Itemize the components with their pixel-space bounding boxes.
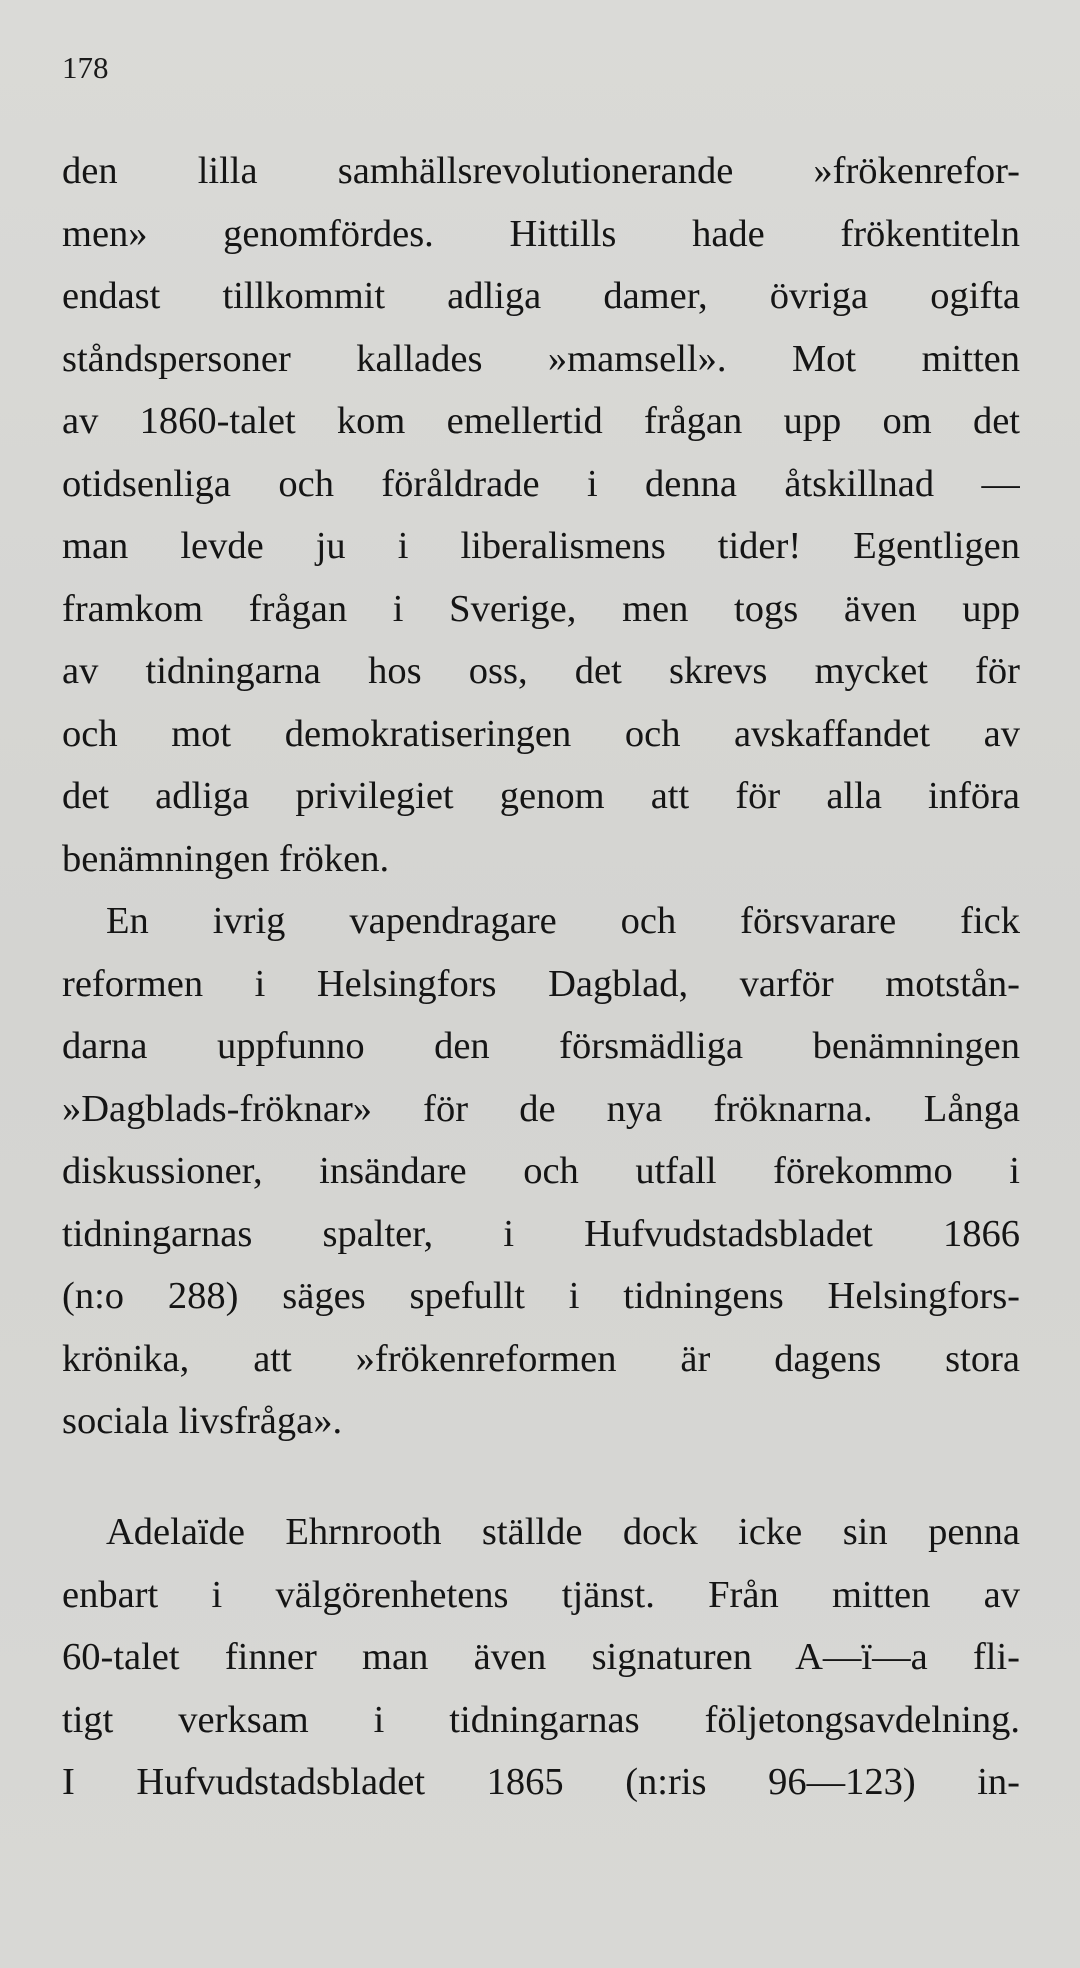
text-line: ståndspersoner kallades »mamsell». Mot mitten <box>62 337 1020 380</box>
text-line: det adliga privilegiet genom att för alla införa <box>62 775 1020 817</box>
text-line: tigt verksam i tidningarnas följetongsavdelning. <box>62 1698 1020 1741</box>
paragraph-adelaide-ehrnrooth <box>62 1501 1020 1814</box>
text-line: »Dagblads-fröknar» för de nya fröknarna. Långa <box>62 1087 1020 1130</box>
text-line: man levde ju i liberalismens tider! Egentligen <box>62 525 1020 567</box>
text-line: men» genomfördes. Hittills hade frökentiteln <box>62 212 1020 255</box>
text-line: (n:o 288) säges spefullt i tidningens Helsingfors- <box>62 1275 1020 1317</box>
text-line: I Hufvudstadsbladet 1865 (n:ris 96—123) in- <box>62 1761 1020 1803</box>
text-line: tidningarnas spalter, i Hufvudstadsbladet 1866 <box>62 1212 1020 1255</box>
text-line: benämningen fröken. <box>62 837 390 880</box>
paragraph-frokenreform <box>62 140 1020 890</box>
text-line: framkom frågan i Sverige, men togs även upp <box>62 587 1020 630</box>
text-line: enbart i välgörenhetens tjänst. Från mitten av <box>62 1573 1020 1616</box>
text-line: av 1860-talet kom emellertid frågan upp om det <box>62 400 1020 442</box>
text-line: otidsenliga och föråldrade i denna åtskillnad — <box>62 462 1020 505</box>
paragraph-dagblads-froknar <box>62 890 1020 1453</box>
text-line: endast tillkommit adliga damer, övriga ogifta <box>62 275 1020 317</box>
text-line: av tidningarna hos oss, det skrevs mycket för <box>62 650 1020 692</box>
text-line: darna uppfunno den försmädliga benämningen <box>62 1025 1020 1067</box>
text-line: och mot demokratiseringen och avskaffandet av <box>62 712 1020 755</box>
text-line: 60-talet finner man även signaturen A—ï—a fli- <box>62 1636 1020 1678</box>
text-line: Adelaïde Ehrnrooth ställde dock icke sin penna <box>106 1511 1020 1553</box>
text-line: den lilla samhällsrevolutionerande »frökenrefor- <box>62 150 1020 192</box>
text-column-upper <box>62 140 1020 1453</box>
text-line: sociala livsfråga». <box>62 1400 343 1442</box>
text-column-lower <box>62 1501 1020 1814</box>
text-line: krönika, att »frökenreformen är dagens stora <box>62 1337 1020 1380</box>
page-number: 178 <box>62 50 109 85</box>
text-line: reformen i Helsingfors Dagblad, varför motstån- <box>62 962 1020 1005</box>
text-line: diskussioner, insändare och utfall förekommo i <box>62 1150 1020 1192</box>
text-line: En ivrig vapendragare och försvarare fick <box>106 900 1020 942</box>
